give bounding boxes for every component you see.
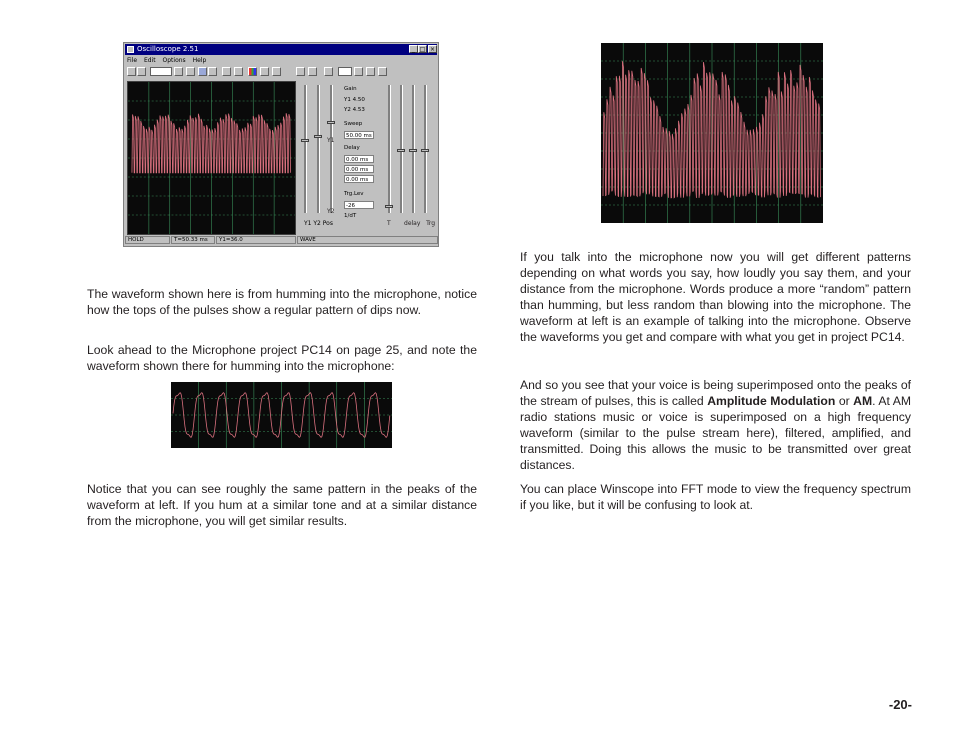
toolbar-button[interactable] [222,67,231,76]
app-icon [127,46,134,53]
toolbar-button[interactable] [127,67,136,76]
status-bar [125,236,437,245]
sweep-value[interactable]: 50.00 ms [344,131,374,139]
text-run: or [835,394,854,408]
title-bar [125,44,437,55]
inverse-dt-label: 1/dT [344,213,357,219]
right-paragraph-1: If you talk into the microphone now you will get different patterns depending on what words you say, how loudly you say them, and your distance from the microphone. Words produce a more “random” pattern than humming, but less random than blowing into the microphone. The waveform at left is an example of talking into the microphone. Observe the waveforms you get and compare with what you get in project PC14. [520,250,911,344]
color-icon[interactable] [248,67,257,76]
oscilloscope-window [123,42,439,247]
y1-side-label: Y1 [327,137,335,144]
wave-mode-icon[interactable] [198,67,207,76]
slider-track[interactable] [304,85,307,213]
trigger-level-label: Trg.Lev [344,191,364,197]
slider-labels-right: T delay Trg [387,220,436,227]
toolbar-button[interactable] [308,67,317,76]
humming-waveform-image [171,382,392,448]
control-panel [342,83,380,228]
slider-thumb[interactable] [301,139,309,142]
toolbar-button[interactable] [296,67,305,76]
slider-thumb[interactable] [409,149,417,152]
toolbar-button[interactable] [272,67,281,76]
timebase-sliders [382,83,434,235]
left-paragraph-1: The waveform shown here is from humming into the microphone, notice how the tops of the pulses show a regular pattern of dips now. [87,287,477,317]
scope-screen [127,81,296,235]
maximize-button[interactable]: □ [419,46,426,53]
status-y1: Y1=36.0 [216,236,296,244]
slider-thumb[interactable] [314,135,322,138]
slider-track[interactable] [388,85,391,213]
slider-thumb[interactable] [421,149,429,152]
slider-thumb[interactable] [397,149,405,152]
y1-gain-value: Y1 4.50 [344,97,365,103]
toolbar-button[interactable] [234,67,243,76]
slider-labels-left: Y1 Y2 Pos [304,220,333,227]
menu-help[interactable]: Help [192,57,207,64]
slider-track[interactable] [330,85,333,213]
page-number: -20- [888,697,912,712]
toolbar-button[interactable] [260,67,269,76]
text-run: . At AM radio stations music or voice is superimposed on a high frequency waveform (similar to the pulse stream here), filtered, amplified, and transmitted. Doing this allows the music to be transmitted over great distances. [520,394,912,472]
toolbar-field[interactable] [150,67,172,76]
toolbar-button[interactable] [378,67,387,76]
status-time: T=50.33 ms [171,236,215,244]
amplitude-modulation-term: Amplitude Modulation [707,394,836,408]
gain-label: Gain [344,86,357,92]
trigger-level-value[interactable]: -26 [344,201,374,209]
talking-waveform-image [601,43,823,223]
toolbar-button[interactable] [174,67,183,76]
am-term: AM [853,394,873,408]
minimize-button[interactable]: _ [409,45,418,53]
slider-thumb[interactable] [385,205,393,208]
sweep-label: Sweep [344,121,363,127]
delay-value[interactable]: 0.00 ms [344,155,374,163]
toolbar-button[interactable] [366,67,375,76]
menu-file[interactable]: File [127,57,138,64]
slider-track[interactable] [317,85,320,213]
toolbar [126,66,436,78]
y2-gain-value: Y2 4.53 [344,107,365,113]
close-button[interactable]: × [429,46,436,53]
menu-bar [127,56,211,65]
download-icon[interactable] [324,67,333,76]
toolbar-button[interactable] [354,67,363,76]
toolbar-field[interactable] [338,67,352,76]
status-hold: HOLD [125,236,170,244]
sine-icon[interactable] [208,67,217,76]
left-paragraph-2: Look ahead to the Microphone project PC14 on page 25, and note the waveform shown there for humming into the microphone: [87,343,477,373]
menu-edit[interactable]: Edit [143,57,156,64]
text-run: And so you see that your voice is being superimposed onto the peaks of the stream of pulses, this is called [520,378,911,408]
delay-label: Delay [344,145,360,151]
toolbar-button[interactable] [137,67,146,76]
y2-side-label: Y2 [327,208,335,215]
toolbar-button[interactable] [186,67,195,76]
slider-thumb[interactable] [327,121,335,124]
right-paragraph-2 [520,377,911,473]
status-mode: WAVE [297,236,438,244]
window-title: Oscilloscope 2.51 [137,45,199,53]
channel-sliders [300,83,340,235]
delay-value[interactable]: 0.00 ms [344,165,374,173]
left-paragraph-3: Notice that you can see roughly the same pattern in the peaks of the waveform at left. If you hum at a similar tone and at a similar distance from the microphone, you will get similar results. [87,482,477,528]
delay-value[interactable]: 0.00 ms [344,175,374,183]
right-paragraph-3: You can place Winscope into FFT mode to view the frequency spectrum if you like, but it will be confusing to look at. [520,482,911,512]
menu-options[interactable]: Options [162,57,186,64]
